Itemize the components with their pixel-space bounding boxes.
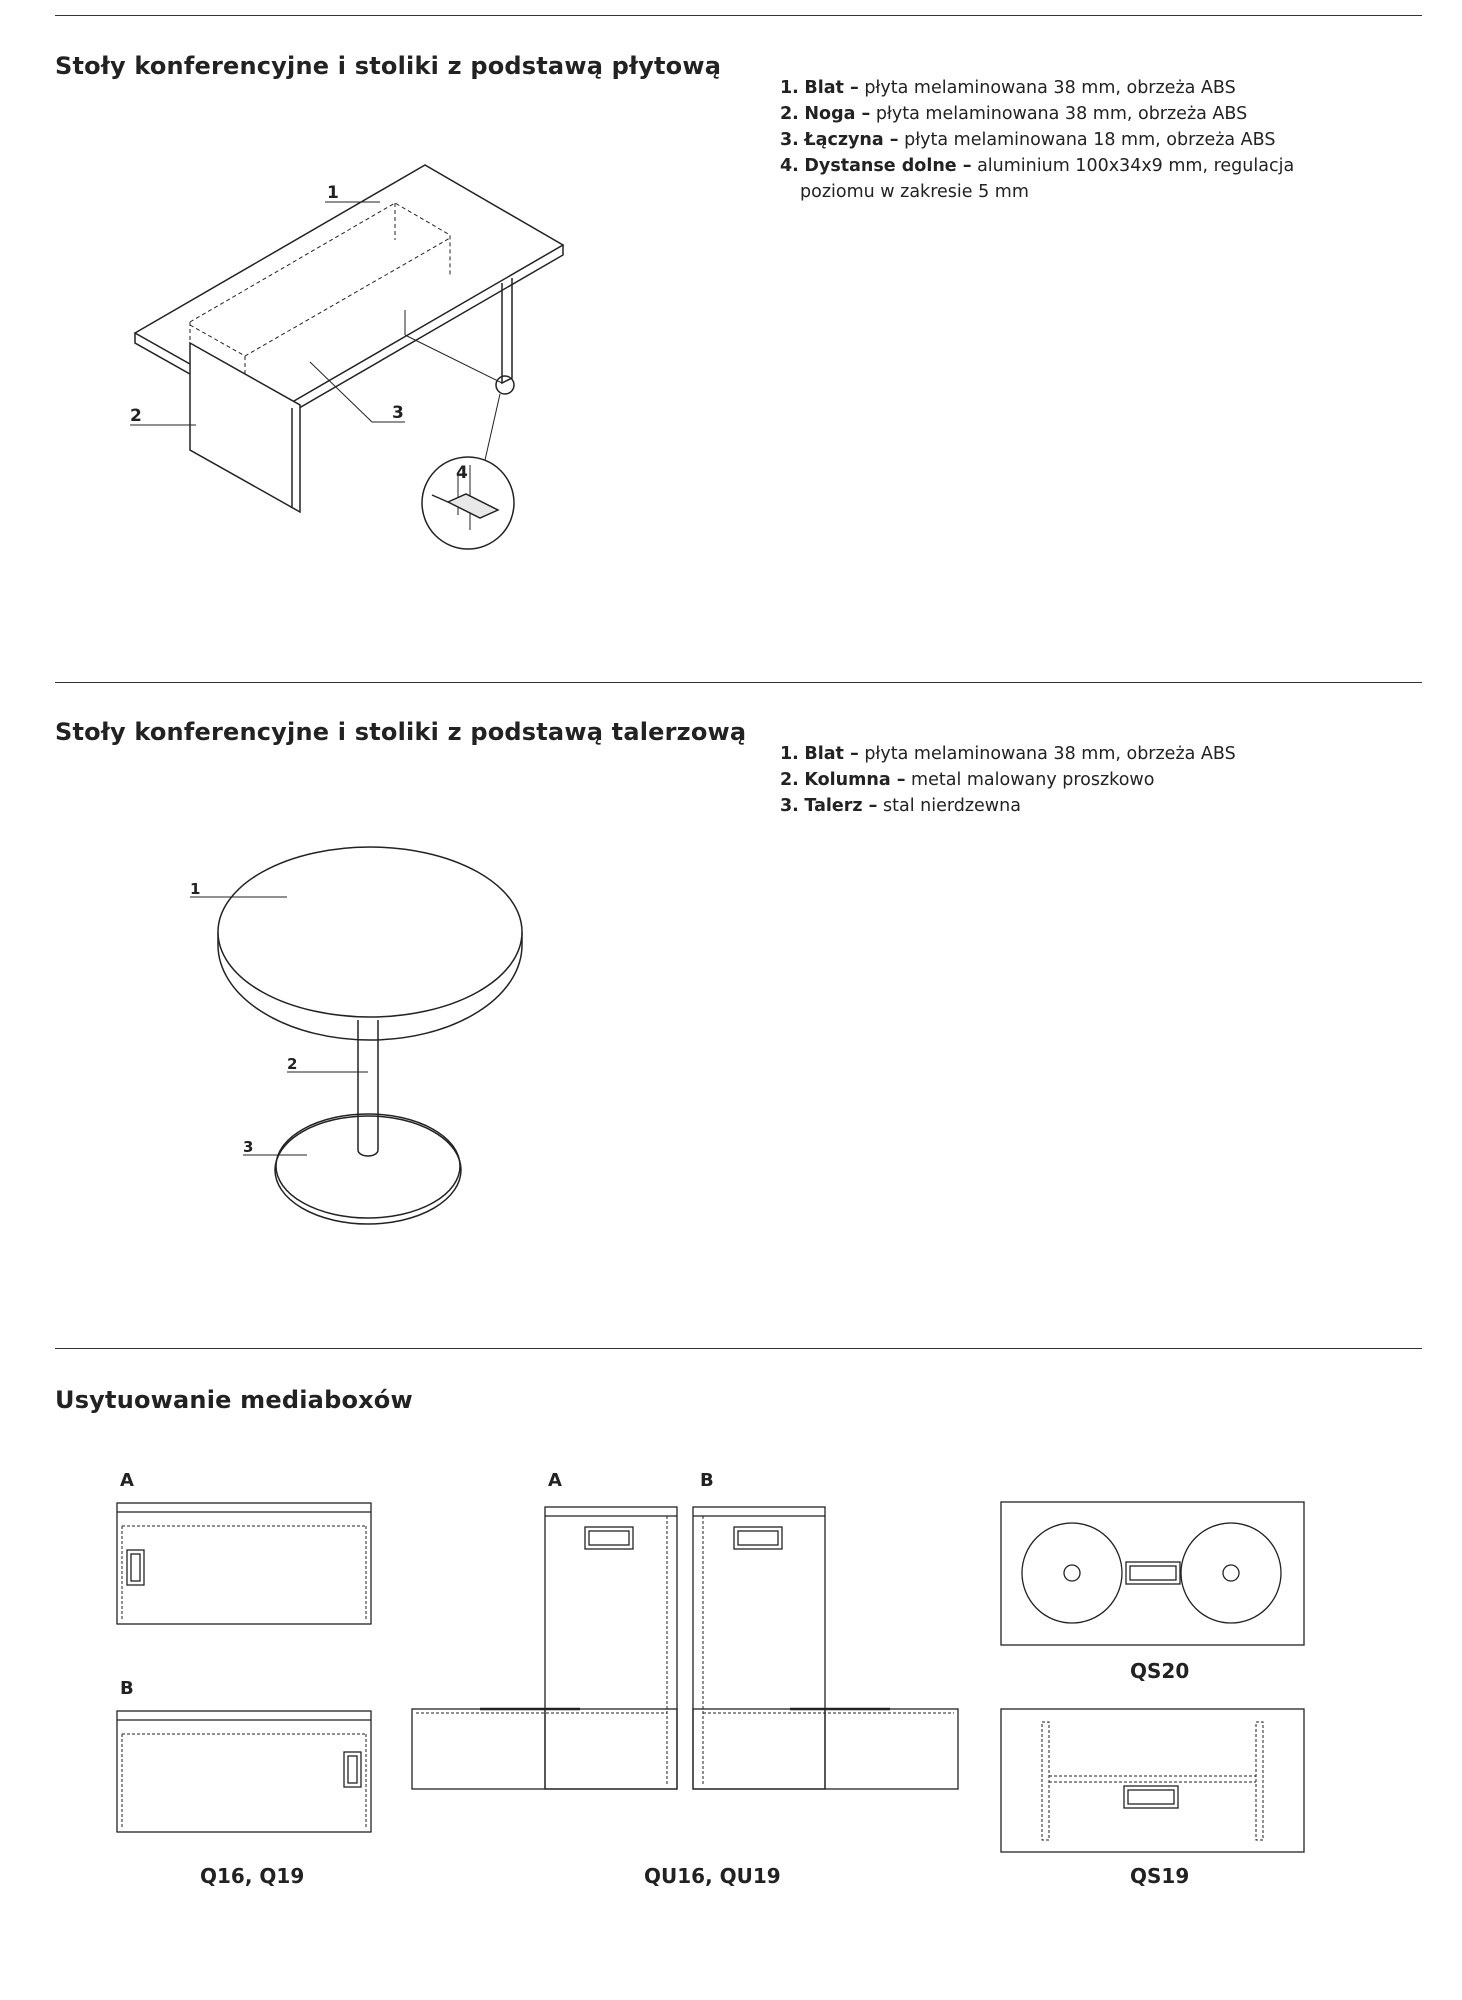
variant-label-a: A — [548, 1470, 562, 1491]
variant-label-a: A — [120, 1470, 134, 1491]
caption-qs19: QS19 — [1130, 1864, 1190, 1888]
spec-item: 3. Talerz – stal nierdzewna — [780, 796, 1021, 816]
variant-label-b: B — [700, 1470, 714, 1491]
variant-label-b: B — [120, 1678, 134, 1699]
callout-3: 3 — [243, 1138, 254, 1156]
caption-q16-q19: Q16, Q19 — [200, 1864, 305, 1888]
panel-table-drawing — [130, 165, 563, 549]
section-title-panel-base: Stoły konferencyjne i stoliki z podstawą płytową — [55, 52, 722, 80]
callout-1: 1 — [190, 880, 201, 898]
section-title-disc-base: Stoły konferencyjne i stoliki z podstawą talerzową — [55, 718, 747, 746]
spec-item: 4. Dystanse dolne – aluminium 100x34x9 mm, regulacja poziomu w zakresie 5 mm — [780, 156, 1295, 202]
callout-4: 4 — [456, 463, 468, 483]
spec-item: 1. Blat – płyta melaminowana 38 mm, obrzeża ABS — [780, 78, 1236, 98]
callout-3: 3 — [392, 403, 404, 423]
caption-qu16-qu19: QU16, QU19 — [644, 1864, 781, 1888]
spec-item: 2. Noga – płyta melaminowana 38 mm, obrzeża ABS — [780, 104, 1248, 124]
spec-item: 3. Łączyna – płyta melaminowana 18 mm, obrzeża ABS — [780, 130, 1276, 150]
section-title-mediabox: Usytuowanie mediaboxów — [55, 1386, 413, 1414]
callout-1: 1 — [327, 183, 339, 203]
spec-item: 1. Blat – płyta melaminowana 38 mm, obrzeża ABS — [780, 744, 1236, 764]
callout-2: 2 — [287, 1055, 298, 1073]
spec-list-disc-base — [780, 741, 1236, 819]
spec-item: 2. Kolumna – metal malowany proszkowo — [780, 770, 1155, 790]
caption-qs20: QS20 — [1130, 1659, 1190, 1683]
callout-2: 2 — [130, 406, 142, 426]
